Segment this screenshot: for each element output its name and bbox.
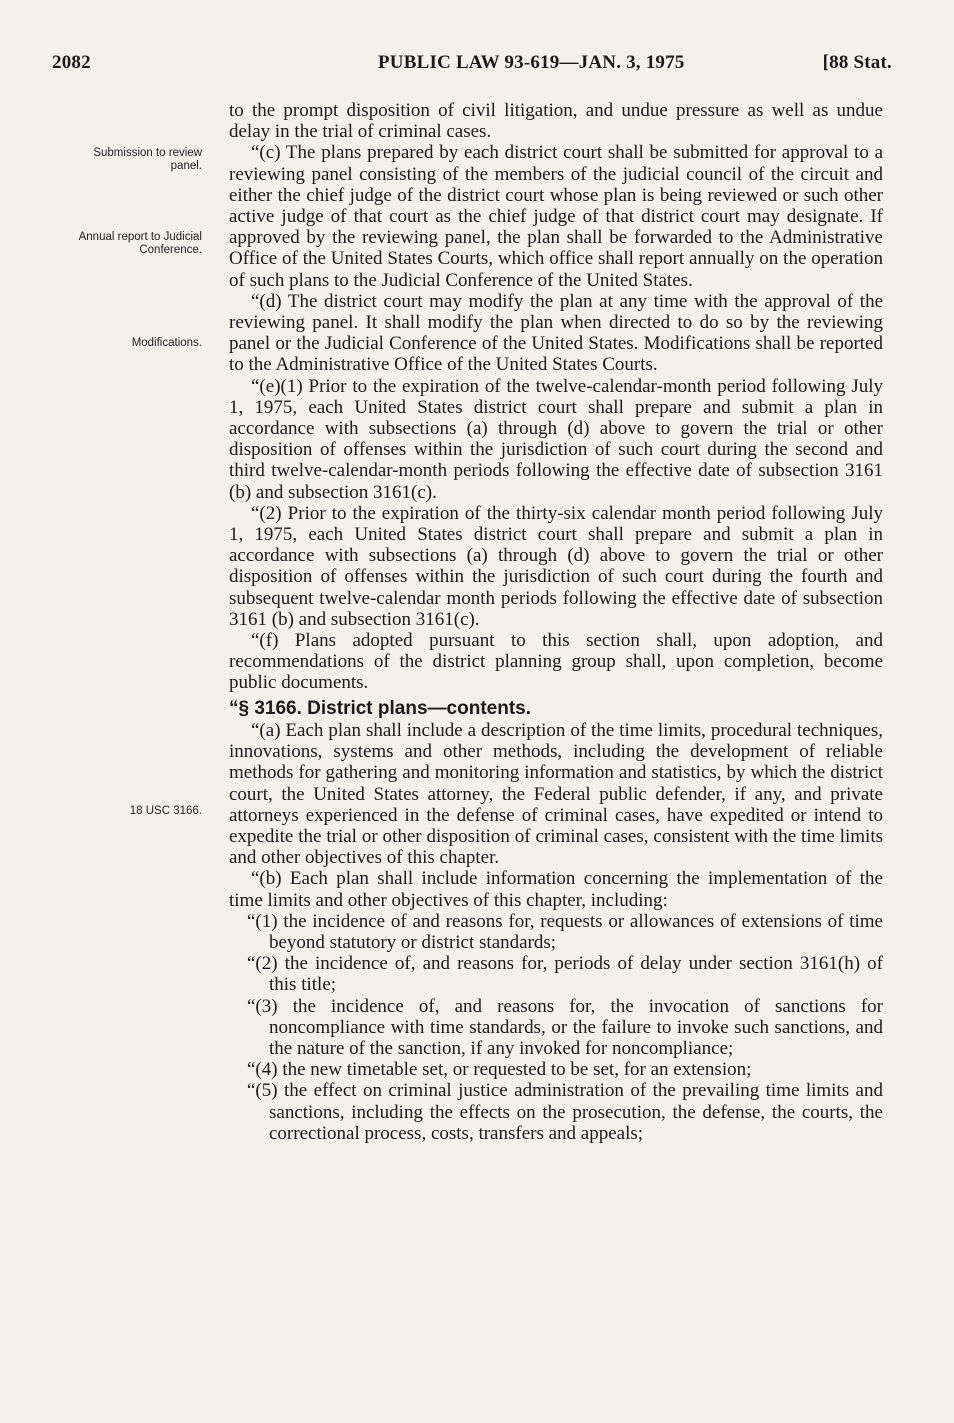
list-item-5: “(5) the effect on criminal justice administration of the prevailing time limits and sanctions, including the effects on the prosecution, the defense, the courts, the correctional process, costs, transfers and appeals; [247, 1080, 883, 1144]
statute-reference: [88 Stat. [822, 52, 892, 73]
list-item-4: “(4) the new timetable set, or requested to be set, for an extension; [247, 1059, 752, 1081]
page-number: 2082 [52, 52, 91, 73]
paragraph-3166-a: “(a) Each plan shall include a description of the time limits, procedural techniques, innovations, systems and other methods, including the development of reliable methods for gathering and monitoring information and statistics, by which the district court, the United States attorney, the Federal public defender, if any, and private attorneys experienced in the defense of criminal cases, have expedited or intend to expedite the trial or other disposition of criminal cases, consistent with the time limits and other objectives of this chapter. [229, 719, 883, 869]
margin-note-usc-citation: 18 USC 3166. [129, 805, 202, 817]
section-heading: “§ 3166. District plans—contents. [229, 697, 531, 719]
list-item-3: “(3) the incidence of, and reasons for, the invocation of sanctions for noncompliance with time standards, or the failure to invoke such sanctions, and the nature of the sanction, if any invoked for noncompliance; [247, 995, 883, 1059]
paragraph-d: “(d) The district court may modify the plan at any time with the approval of the reviewing panel. It shall modify the plan when directed to do so by the reviewing panel or the Judicial Conference of the United States. Modifications shall be reported to the Administrative Office of the United States Courts. [229, 290, 883, 376]
paragraph-e2: “(2) Prior to the expiration of the thirty-six calendar month period following July 1, 1975, each United States district court shall prepare and submit a plan in accordance with subsections (a) through (d) above to govern the trial or other disposition of offenses within the jurisdiction of such court during the fourth and subsequent twelve-calendar month periods following the effective date of subsection 3161 (b) and subsection 3161(c). [229, 502, 883, 630]
paragraph-e1: “(e)(1) Prior to the expiration of the twelve-calendar-month period following July 1, 1975, each United States district court shall prepare and submit a plan in accordance with subsections (a) through (d) above to govern the trial or other disposition of offenses within the jurisdiction of such court during the second and third twelve-calendar-month periods following the effective date of subsection 3161 (b) and subsection 3161(c). [229, 375, 883, 503]
main-text [229, 100, 883, 1144]
paragraph-c: “(c) The plans prepared by each district court shall be submitted for approval to a reviewing panel consisting of the members of the judicial council of the circuit and either the chief judge of the district court whose plan is being reviewed or such other active judge of that court as the chief judge of that district court may designate. If approved by the reviewing panel, the plan shall be forwarded to the Administrative Office of the United States Courts, which office shall report annually on the operation of such plans to the Judicial Conference of the United States. [229, 142, 883, 291]
paragraph-3166-b: “(b) Each plan shall include information concerning the implementation of the time limits and other objectives of this chapter, including: [229, 868, 883, 911]
list-item-2: “(2) the incidence of, and reasons for, periods of delay under section 3161(h) of this title; [247, 953, 883, 996]
page-header [52, 52, 892, 84]
margin-note-submission: Submission to review panel. [93, 147, 202, 172]
list-item-1: “(1) the incidence of and reasons for, requests or allowances of extensions of time beyond statutory or district standards; [247, 910, 883, 953]
paragraph-continuation: to the prompt disposition of civil litigation, and undue pressure as well as undue delay in the trial of criminal cases. [229, 100, 883, 143]
margin-note-annual-report: Annual report to Judicial Conference. [78, 231, 202, 256]
running-title: PUBLIC LAW 93-619—JAN. 3, 1975 [378, 52, 685, 73]
paragraph-f: “(f) Plans adopted pursuant to this section shall, upon adoption, and recommendations of the district planning group shall, upon completion, become public documents. [229, 630, 883, 694]
margin-note-modifications: Modifications. [131, 337, 202, 349]
